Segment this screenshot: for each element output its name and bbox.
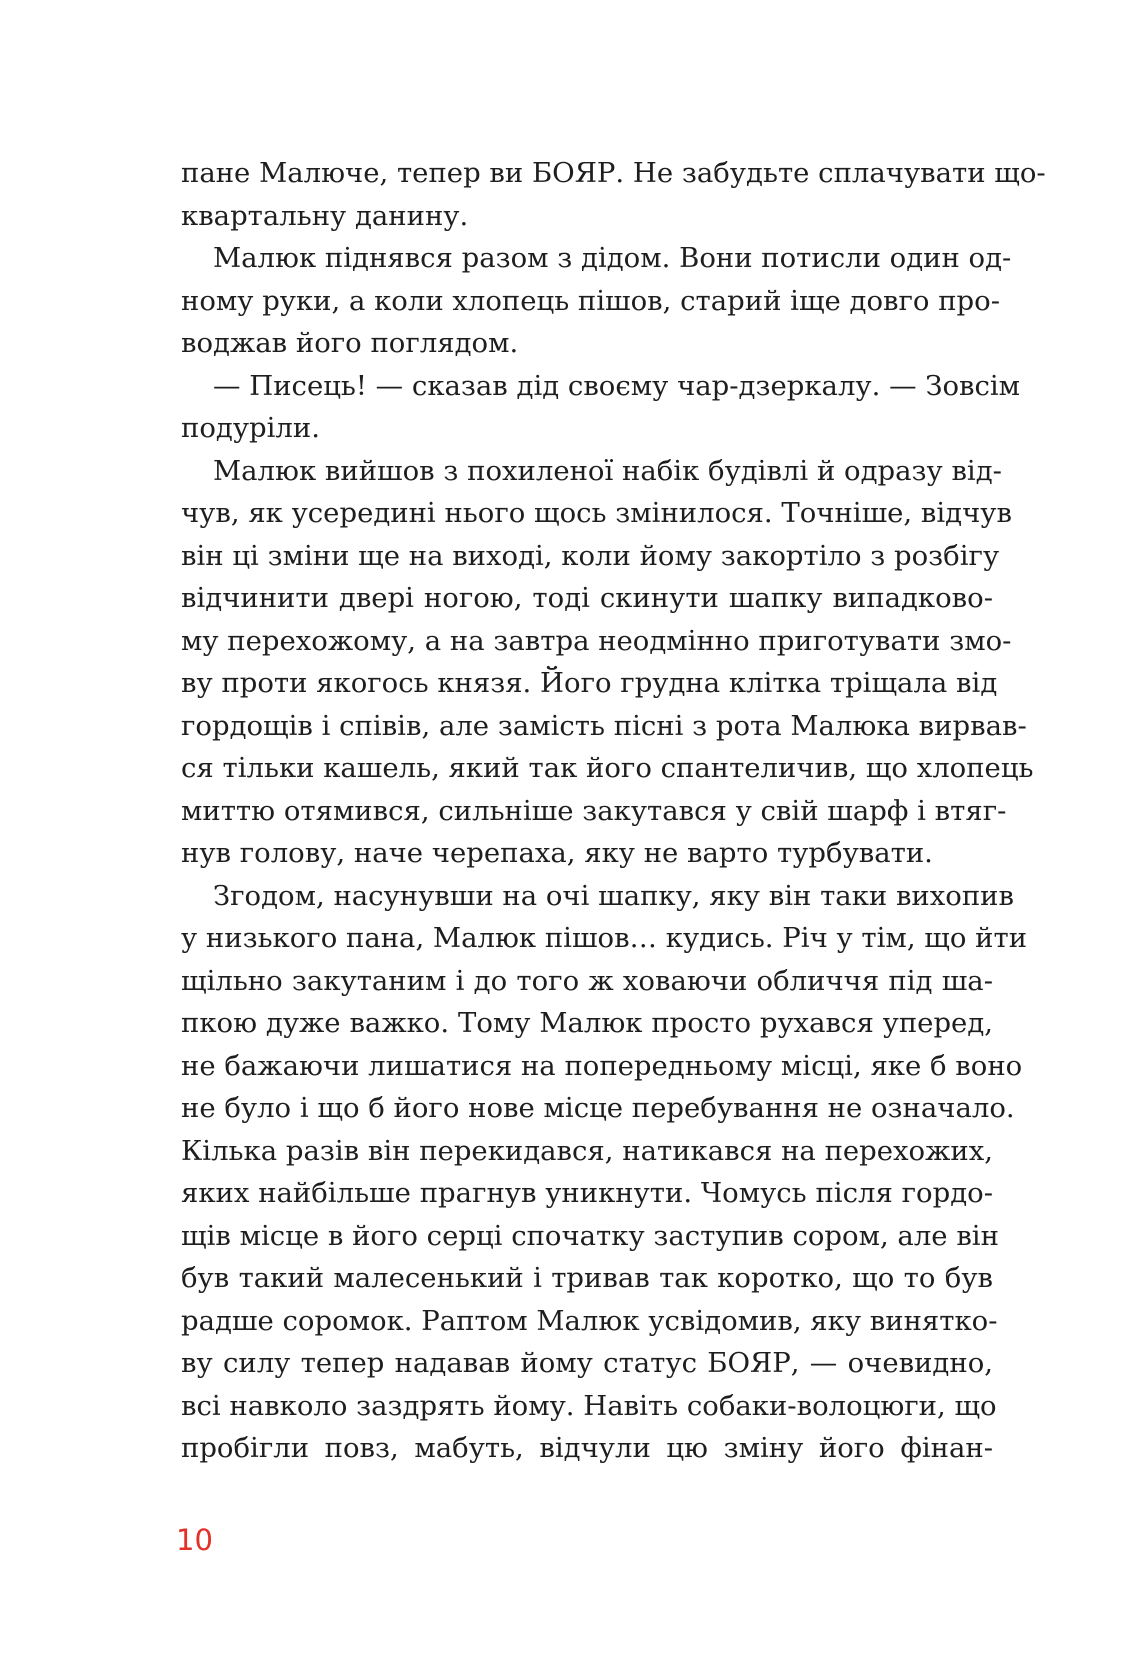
text-line: яких найбільше прагнув уникнути. Чомусь після гордо- [181,1177,993,1209]
text-line: Малюк вийшов з похиленої набік будівлі й одразу від- [213,454,1002,487]
page-number: 10 [176,1523,213,1557]
text-line: ся тільки кашель, який так його спантеличив, що хлопець [181,752,1034,784]
text-line: подуріли. [181,412,320,444]
text-line: воджав його поглядом. [181,327,519,359]
text-line: пробігли повз, мабуть, відчули цю зміну його фінан- [181,1432,993,1464]
text-line: щільно закутаним і до того ж ховаючи обличчя під ша- [181,964,993,997]
text-line: Кілька разів він перекидався, натикався на перехожих, [181,1134,993,1167]
text-line: пане Малюче, тепер ви БОЯР. Не забудьте сплачувати що- [181,157,1046,189]
text-line: у низького пана, Малюк пішов… кудись. Річ у тім, що йти [181,922,1028,954]
text-line: щів місце в його серці спочатку заступив сором, але він [181,1219,999,1252]
text-line: не було і що б його нове місце перебування не означало. [181,1092,1015,1124]
text-line: му перехожому, а на завтра неодмінно приготувати змо- [181,624,1012,657]
text-line: ному руки, а коли хлопець пішов, старий іще довго про- [181,284,1000,317]
body-text [181,152,1046,1470]
text-line: відчинити двері ногою, тоді скинути шапку випадково- [181,582,993,614]
text-line: пкою дуже важко. Тому Малюк просто рухався уперед, [181,1007,993,1039]
text-line: ву силу тепер надавав йому статус БОЯР, — очевидно, [181,1347,993,1379]
text-line: — Писець! — сказав дід своєму чар-дзеркалу. — Зовсім [213,369,1021,402]
text-line: радше соромок. Раптом Малюк усвідомив, яку винятко- [181,1304,998,1337]
text-line: ву проти якогось князя. Його грудна клітка тріщала від [181,667,998,699]
text-line: всі навколо заздрять йому. Навіть собаки-волоцюги, що [181,1389,997,1422]
text-line: квартальну данину. [181,199,469,232]
text-line: чув, як усередині нього щось змінилося. Точніше, відчув [181,497,1012,529]
text-line: він ці зміни ще на виході, коли йому закортіло з розбігу [181,539,1000,572]
text-line: не бажаючи лишатися на попередньому місці, яке б воно [181,1049,1023,1082]
text-line: Згодом, насунувши на очі шапку, яку він таки вихопив [213,879,1014,912]
text-line: гордощів і співів, але замість пісні з рота Малюка вирвав- [181,709,1027,742]
text-line: був такий малесенький і тривав так коротко, що то був [181,1262,993,1294]
text-line: Малюк піднявся разом з дідом. Вони потисли один од- [213,242,1012,274]
text-line: миттю отямився, сильніше закутався у свій шарф і втяг- [181,794,1007,827]
text-line: нув голову, наче черепаха, яку не варто турбувати. [181,837,933,869]
